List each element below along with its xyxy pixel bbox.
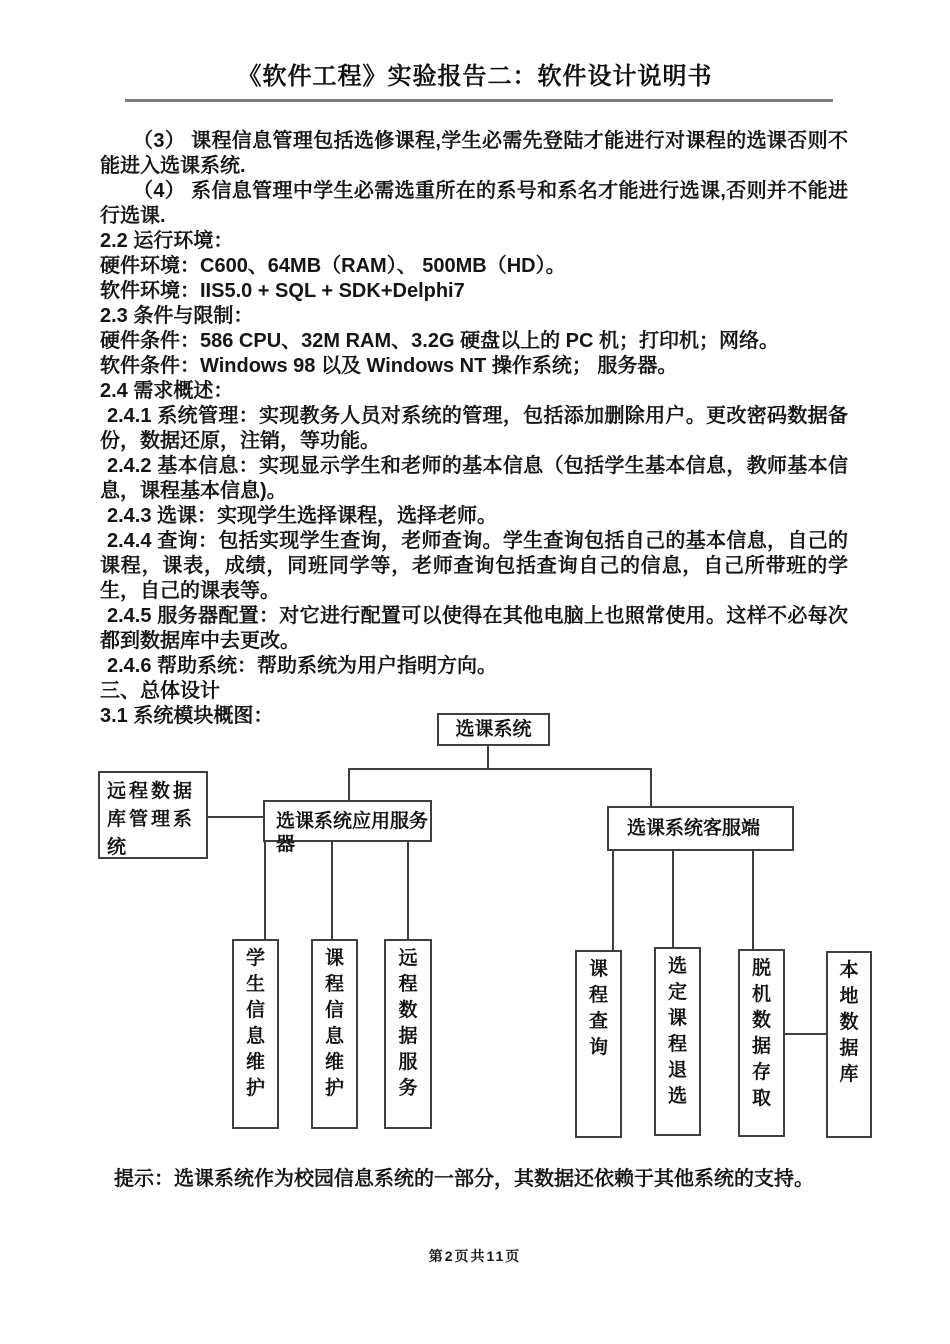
node-remote-data-service: 远 程 数 据 服 务 — [384, 939, 432, 1129]
connector-client-drop — [650, 770, 652, 807]
connector-client-withdraw — [672, 850, 674, 948]
heading-2-2: 2.2 运行环境： — [100, 230, 234, 252]
node-client — [607, 806, 794, 851]
paragraph-2-4-4: 2.4.4 查询：包括实现学生查询，老师查询。学生查询包括自己的基本信息，自己的课程，课表，成绩，同班同学等，老师查询包括查询自己的信息，自己所带班的学生，自己的课表等。 — [100, 530, 848, 602]
connector-appserver-student — [264, 841, 266, 940]
heading-section-3: 三、总体设计 — [100, 680, 220, 702]
paragraph-2-4-1: 2.4.1 系统管理：实现教务人员对系统的管理，包括添加删除用户。更改密码数据备份，数据还原，注销，等功能。 — [100, 405, 848, 452]
paragraph-software-cond: 软件条件：Windows 98 以及 Windows NT 操作系统； 服务器。 — [100, 355, 678, 377]
heading-3-1: 3.1 系统模块概图： — [100, 705, 274, 727]
paragraph-software-env: 软件环境：IIS5.0 + SQL + SDK+Delphi7 — [100, 280, 465, 302]
heading-2-3: 2.3 条件与限制： — [100, 305, 254, 327]
node-client-label: 选课系统客服端 — [627, 818, 761, 839]
node-offline-data-access: 脱 机 数 据 存 取 — [738, 949, 785, 1137]
connector-offline-localdb — [784, 1033, 826, 1035]
document-body — [100, 129, 848, 729]
heading-2-4: 2.4 需求概述： — [100, 380, 234, 402]
connector-level1-horizontal — [348, 768, 652, 770]
node-student-info-maintenance: 学 生 信 息 维 护 — [232, 939, 279, 1129]
paragraph-item4: （4） 系信息管理中学生必需选重所在的系号和系名才能进行选课,否则并不能进行选课. — [100, 180, 848, 227]
node-course-query: 课 程 查 询 — [575, 950, 622, 1138]
connector-appserver-drop — [348, 770, 350, 801]
paragraph-hardware-env: 硬件环境：C600、64MB（RAM）、 500MB（HD）。 — [100, 255, 566, 277]
node-app-server-label: 选课系统应用服务器 — [276, 811, 429, 855]
paragraph-2-4-2: 2.4.2 基本信息：实现显示学生和老师的基本信息（包括学生基本信息，教师基本信息，课程基本信息)。 — [100, 455, 848, 502]
connector-client-query — [612, 850, 614, 951]
hint-text: 提示：选课系统作为校园信息系统的一部分，其数据还依赖于其他系统的支持。 — [114, 1168, 814, 1190]
node-app-server — [263, 800, 432, 855]
node-remote-db-management-system-label: 远程数据库管理系统 — [107, 781, 196, 858]
paragraph-hardware-cond: 硬件条件：586 CPU、32M RAM、3.2G 硬盘以上的 PC 机；打印机；网络。 — [100, 330, 779, 352]
node-course-info-maintenance: 课 程 信 息 维 护 — [311, 939, 358, 1129]
page-number: 第2页共11页 — [428, 1248, 522, 1264]
title-divider — [125, 99, 833, 102]
paragraph-2-4-3: 2.4.3 选课：实现学生选择课程，选择老师。 — [107, 505, 498, 527]
node-local-database: 本 地 数 据 库 — [826, 951, 872, 1138]
connector-root-drop — [487, 745, 489, 769]
paragraph-item3: （3） 课程信息管理包括选修课程,学生必需先登陆才能进行对课程的选课否则不能进入选课系统. — [100, 130, 848, 177]
node-root-label: 选课系统 — [455, 719, 532, 740]
connector-client-offline — [752, 850, 754, 950]
node-root — [437, 713, 550, 746]
page-title: 《软件工程》实验报告二：软件设计说明书 — [237, 63, 713, 90]
paragraph-2-4-6: 2.4.6 帮助系统：帮助系统为用户指明方向。 — [107, 655, 498, 677]
node-selected-course-withdraw: 选 定 课 程 退 选 — [654, 947, 701, 1136]
node-remote-db-management-system — [98, 771, 208, 859]
connector-appserver-course — [331, 841, 333, 940]
connector-appserver-remotedata — [407, 841, 409, 940]
paragraph-2-4-5: 2.4.5 服务器配置：对它进行配置可以使得在其他电脑上也照常使用。这样不必每次都到数据库中去更改。 — [100, 605, 848, 652]
connector-remotedb-appserver — [205, 816, 264, 818]
